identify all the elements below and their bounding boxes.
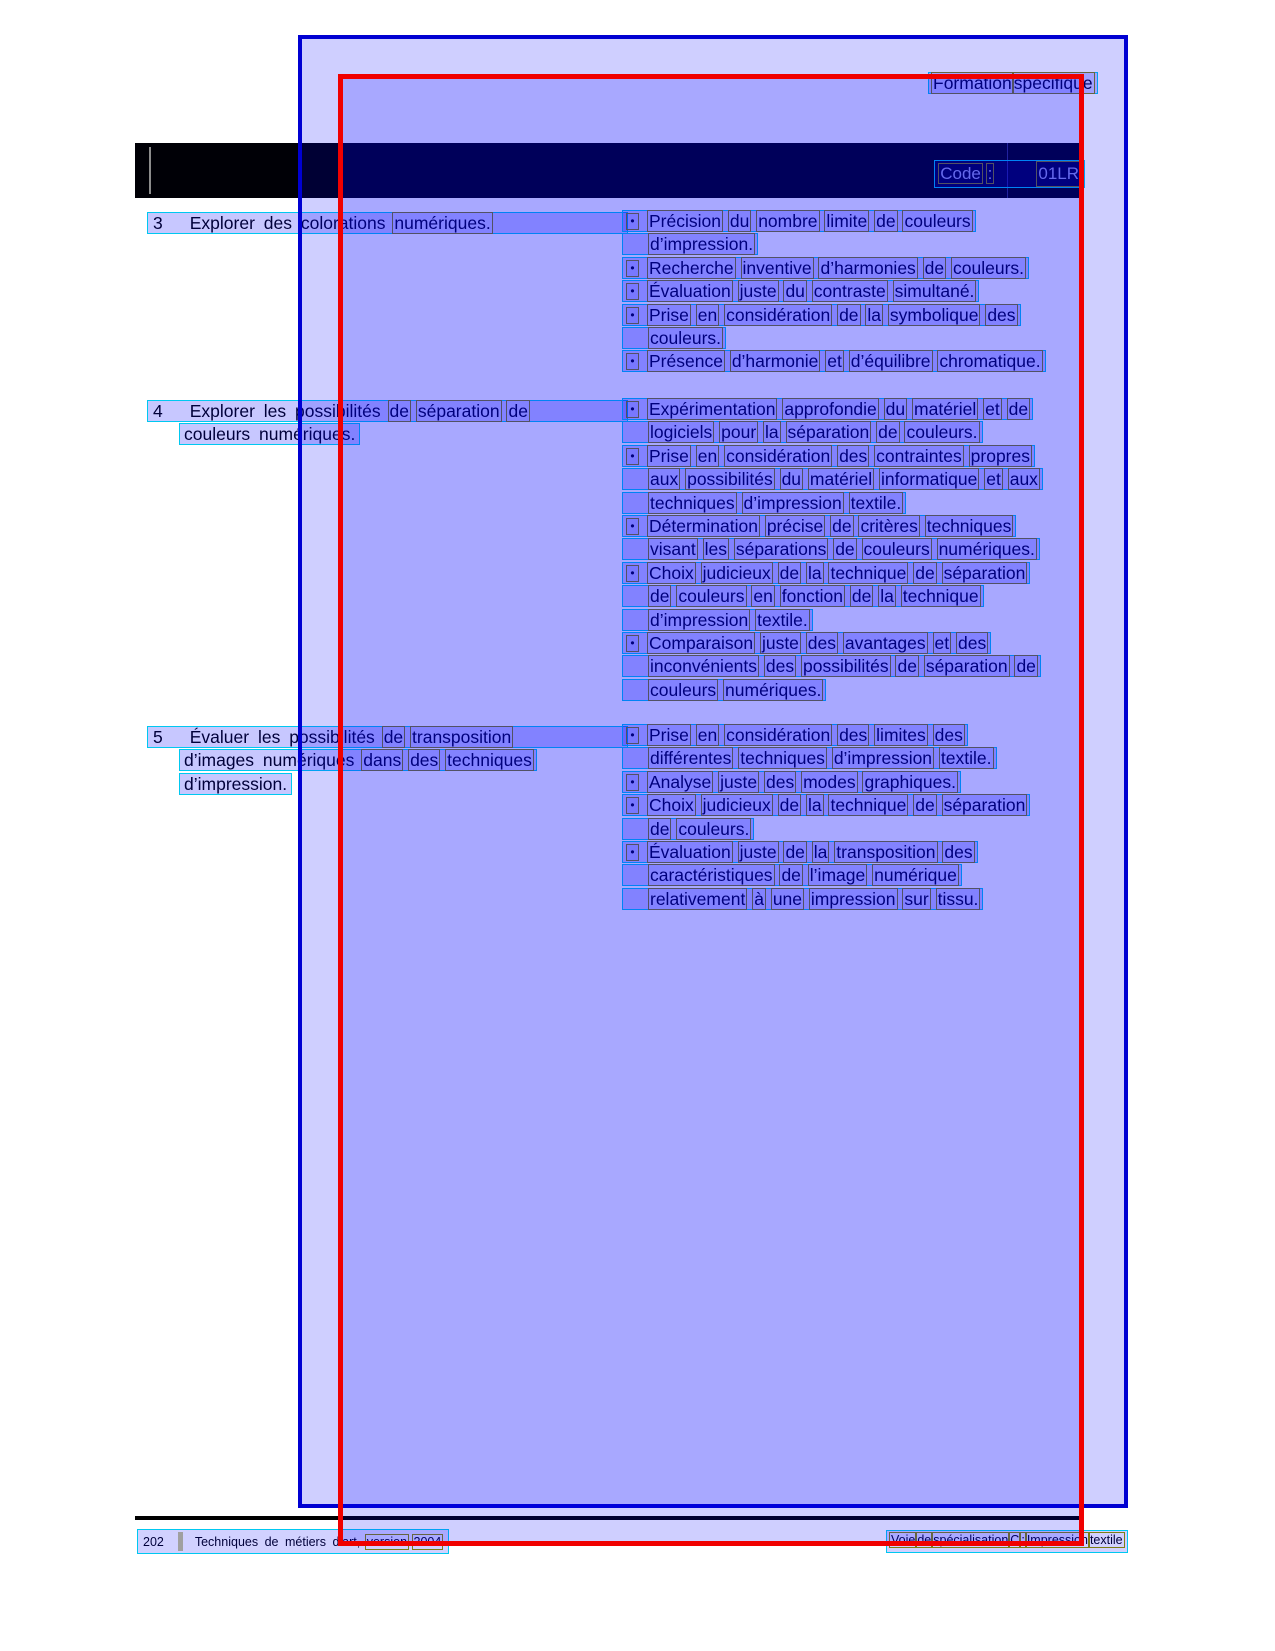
word: couleurs.	[906, 422, 978, 443]
word: métiers	[284, 1534, 326, 1549]
objective-column	[147, 212, 628, 235]
word: symbolique	[889, 304, 979, 325]
criterion-line	[622, 538, 1040, 560]
word: spécialisation	[933, 1533, 1009, 1547]
word: Précision	[649, 211, 721, 231]
word: possibilités	[295, 401, 381, 421]
bullet-icon: •	[626, 797, 639, 814]
criterion-line	[622, 679, 826, 701]
word: de	[650, 586, 670, 607]
word: transposition	[412, 727, 512, 747]
word: technique	[830, 795, 907, 816]
word: judicieux	[702, 795, 771, 816]
word: d’impression	[743, 492, 842, 513]
bullet-icon: •	[626, 635, 639, 652]
word: d’art,	[332, 1534, 361, 1549]
word: de	[1008, 399, 1029, 419]
page-number: 202	[143, 1534, 164, 1549]
word: couleurs.	[678, 818, 750, 839]
word: des	[765, 771, 795, 792]
word: des	[410, 750, 439, 771]
word: considération	[726, 445, 831, 466]
word: de	[785, 841, 805, 862]
word: en	[753, 586, 773, 607]
word: transposition	[836, 841, 936, 862]
word: des	[765, 656, 795, 677]
word: considération	[726, 304, 831, 325]
word: Explorer	[189, 401, 255, 421]
row-number: 4	[153, 401, 163, 421]
word: d’équilibre	[850, 351, 931, 372]
word: limites	[876, 725, 926, 745]
word: du	[729, 211, 750, 231]
footer-track	[886, 1530, 1128, 1553]
criterion-line	[622, 210, 976, 232]
word: séparation	[787, 422, 870, 443]
footer-separator-bar	[178, 1532, 183, 1551]
word: Expérimentation	[649, 399, 776, 419]
word: du	[885, 399, 906, 419]
criteria-column	[622, 210, 1046, 374]
word: la	[765, 422, 779, 443]
word: l’image	[809, 865, 866, 886]
word: numérique	[874, 865, 957, 886]
word: séparations	[735, 539, 827, 560]
footer-program	[194, 1535, 442, 1549]
word: 2004	[413, 1534, 442, 1549]
word: juste	[761, 632, 799, 653]
bullet-icon: •	[626, 260, 639, 277]
word: Impression	[1026, 1533, 1088, 1547]
objective-line	[179, 423, 360, 445]
bullet-icon: •	[626, 727, 639, 744]
word: sur	[904, 888, 929, 909]
word: dans	[363, 750, 402, 771]
criterion-line	[622, 771, 961, 793]
word: techniques	[447, 750, 532, 771]
criterion-line	[622, 468, 1043, 490]
word: de	[779, 562, 800, 583]
row-number: 5	[153, 727, 163, 747]
word: modes	[803, 771, 856, 792]
word: d’impression	[833, 748, 933, 769]
word: et	[934, 632, 950, 653]
objective-line	[179, 773, 292, 795]
criterion-line	[622, 888, 983, 910]
word: de	[389, 401, 409, 421]
word: et	[986, 469, 1001, 490]
word: numériques.	[394, 213, 491, 233]
word: de	[835, 539, 855, 560]
criterion-line	[622, 280, 979, 302]
word: de	[878, 422, 898, 443]
word: colorations	[300, 213, 386, 233]
word: de	[915, 795, 935, 816]
code-value: 01LR	[1037, 162, 1080, 186]
criterion-line	[622, 421, 983, 443]
word: textile.	[940, 748, 992, 769]
bullet-icon: •	[626, 401, 639, 418]
word: nombre	[758, 211, 818, 231]
criterion-line	[622, 233, 758, 255]
word: inconvénients	[650, 656, 758, 677]
word: la	[807, 795, 822, 816]
word: la	[813, 841, 828, 862]
objective-column	[147, 726, 628, 796]
word: séparation	[943, 795, 1026, 816]
word: numériques	[262, 750, 355, 771]
word: séparation	[925, 656, 1008, 677]
word: de	[1016, 656, 1036, 677]
word: en	[697, 445, 718, 466]
word: Prise	[649, 725, 689, 745]
word: de	[924, 257, 945, 278]
bullet-icon: •	[626, 518, 639, 535]
criterion-line	[622, 632, 991, 654]
word: à	[754, 888, 764, 909]
criteria-column	[622, 724, 1030, 911]
word: version	[366, 1534, 408, 1549]
bullet-icon: •	[626, 353, 639, 370]
word: couleurs	[184, 424, 251, 445]
word: matériel	[809, 469, 873, 490]
word: de	[897, 656, 917, 677]
criterion-line	[622, 794, 1030, 816]
word: relativement	[650, 888, 746, 909]
bullet-icon: •	[626, 213, 639, 230]
word: Évaluation	[649, 841, 731, 862]
word: d’impression.	[184, 773, 288, 794]
objective-column	[147, 400, 628, 447]
word: de	[781, 865, 801, 886]
word: différentes	[650, 748, 732, 769]
objective-line	[147, 400, 628, 422]
word: couleurs	[678, 586, 745, 607]
word: des	[839, 445, 868, 466]
word: précise	[766, 515, 824, 536]
word: d’harmonies	[820, 257, 916, 278]
word: propres	[970, 445, 1030, 466]
word: textile.	[757, 609, 808, 630]
word: Choix	[649, 795, 694, 816]
word: aux	[1009, 469, 1038, 490]
bullet-icon: •	[626, 774, 639, 791]
bullet-icon: •	[626, 307, 639, 324]
word: des	[958, 632, 987, 653]
criterion-line	[622, 398, 1033, 420]
word: de	[915, 562, 935, 583]
word: couleurs	[650, 679, 717, 700]
word: tissu.	[937, 888, 979, 909]
word: Comparaison	[649, 632, 754, 653]
word: des	[263, 213, 292, 233]
word: de	[839, 304, 859, 325]
word: juste	[720, 771, 758, 792]
word: considération	[726, 725, 831, 745]
word: Voie	[891, 1533, 916, 1547]
word: judicieux	[702, 562, 771, 583]
word: Code	[940, 164, 981, 183]
word: textile.	[850, 492, 902, 513]
criterion-line	[622, 724, 968, 746]
bullet-icon: •	[626, 565, 639, 582]
word: de	[876, 211, 896, 231]
word: la	[880, 586, 894, 607]
word: spécifique	[1013, 73, 1093, 93]
word: des	[987, 304, 1016, 325]
word: de	[508, 401, 528, 421]
footer-left	[137, 1529, 449, 1554]
criterion-line	[622, 350, 1046, 372]
word: caractéristiques	[650, 865, 773, 886]
word: d’impression.	[650, 234, 754, 255]
word: :	[1021, 1533, 1025, 1547]
word: la	[807, 562, 822, 583]
word: possibilités	[803, 656, 889, 677]
criterion-line	[622, 585, 984, 607]
word: les	[257, 727, 281, 747]
criterion-line	[622, 445, 1035, 467]
word: aux	[650, 469, 679, 490]
word: impression	[810, 888, 896, 909]
word: approfondie	[784, 399, 877, 419]
word: de	[264, 1534, 279, 1549]
word: avantages	[844, 632, 926, 653]
word: logiciels	[650, 422, 713, 443]
word: critères	[860, 515, 918, 536]
criterion-line	[622, 304, 1021, 326]
word: chromatique.	[939, 351, 1041, 372]
criterion-line	[622, 515, 1016, 537]
word: techniques	[926, 515, 1012, 536]
criteria-column	[622, 398, 1043, 702]
word: du	[781, 469, 802, 490]
criterion-line	[622, 492, 906, 514]
word: et	[985, 399, 1000, 419]
word: simultané.	[894, 281, 975, 302]
word: Prise	[649, 445, 689, 466]
word: en	[697, 725, 718, 745]
word: la	[867, 304, 882, 325]
word: possibilités	[289, 727, 375, 747]
footer-rule	[135, 1516, 1083, 1520]
word: Explorer	[189, 213, 255, 233]
criterion-line	[622, 327, 726, 349]
word: couleurs	[904, 211, 971, 231]
word: du	[785, 281, 805, 302]
bullet-icon: •	[626, 448, 639, 465]
word: les	[704, 539, 727, 560]
criterion-line	[622, 747, 997, 769]
word: Évaluer	[189, 727, 250, 747]
word: technique	[830, 562, 907, 583]
word: des	[944, 841, 973, 862]
bullet-icon: •	[626, 844, 639, 861]
word: de	[650, 818, 670, 839]
word: juste	[739, 841, 777, 862]
word: contraste	[813, 281, 886, 302]
row-number: 3	[153, 213, 163, 233]
word: techniques	[650, 492, 735, 513]
word: numériques.	[938, 539, 1035, 560]
word: d’images	[184, 750, 255, 771]
word: séparation	[943, 562, 1026, 583]
criterion-line	[622, 818, 754, 840]
word: Formation	[933, 73, 1012, 93]
word: et	[827, 351, 842, 372]
word: Techniques	[194, 1534, 259, 1549]
word: Choix	[649, 562, 694, 583]
word: limite	[826, 211, 868, 231]
word: pour	[721, 422, 757, 443]
word: graphiques.	[864, 771, 956, 792]
word: numériques.	[259, 424, 356, 445]
word: inventive	[742, 257, 812, 278]
criterion-line	[622, 841, 978, 863]
word: des	[807, 632, 837, 653]
word: possibilités	[687, 469, 773, 490]
word: fonction	[781, 586, 844, 607]
criterion-line	[622, 609, 813, 631]
word: couleurs.	[650, 327, 722, 348]
word: informatique	[881, 469, 978, 490]
criterion-line	[622, 864, 962, 886]
objective-line	[147, 212, 628, 234]
word: de	[832, 515, 852, 536]
objective-line	[179, 749, 537, 771]
word: numériques.	[725, 679, 822, 700]
criterion-line	[622, 655, 1041, 677]
word: contraintes	[876, 445, 962, 466]
word: C	[1010, 1533, 1020, 1547]
word: Prise	[649, 304, 689, 325]
word: :	[987, 164, 993, 183]
word: séparation	[417, 401, 500, 421]
word: de	[851, 586, 872, 607]
word: Détermination	[649, 515, 758, 536]
word: une	[772, 888, 803, 909]
word: Analyse	[649, 771, 712, 792]
word: couleurs.	[953, 257, 1025, 278]
word: juste	[739, 281, 777, 302]
word: techniques	[740, 748, 825, 769]
word: de	[917, 1533, 932, 1547]
word: matériel	[914, 399, 977, 419]
word: Recherche	[649, 257, 734, 278]
word: Présence	[649, 351, 723, 372]
word: couleurs	[863, 539, 930, 560]
word: technique	[902, 586, 979, 607]
objective-line	[147, 726, 628, 748]
word: en	[697, 304, 718, 325]
criterion-line	[622, 562, 1030, 584]
word: textile	[1089, 1533, 1123, 1547]
word: de	[383, 727, 404, 747]
bullet-icon: •	[626, 283, 639, 300]
word: des	[839, 725, 868, 745]
word: visant	[650, 539, 696, 560]
word: de	[779, 795, 800, 816]
word: d’impression	[650, 609, 749, 630]
word: Évaluation	[649, 281, 731, 302]
criterion-line	[622, 257, 1029, 279]
word: des	[934, 725, 963, 745]
word: d’harmonie	[731, 351, 819, 372]
word: les	[263, 401, 287, 421]
